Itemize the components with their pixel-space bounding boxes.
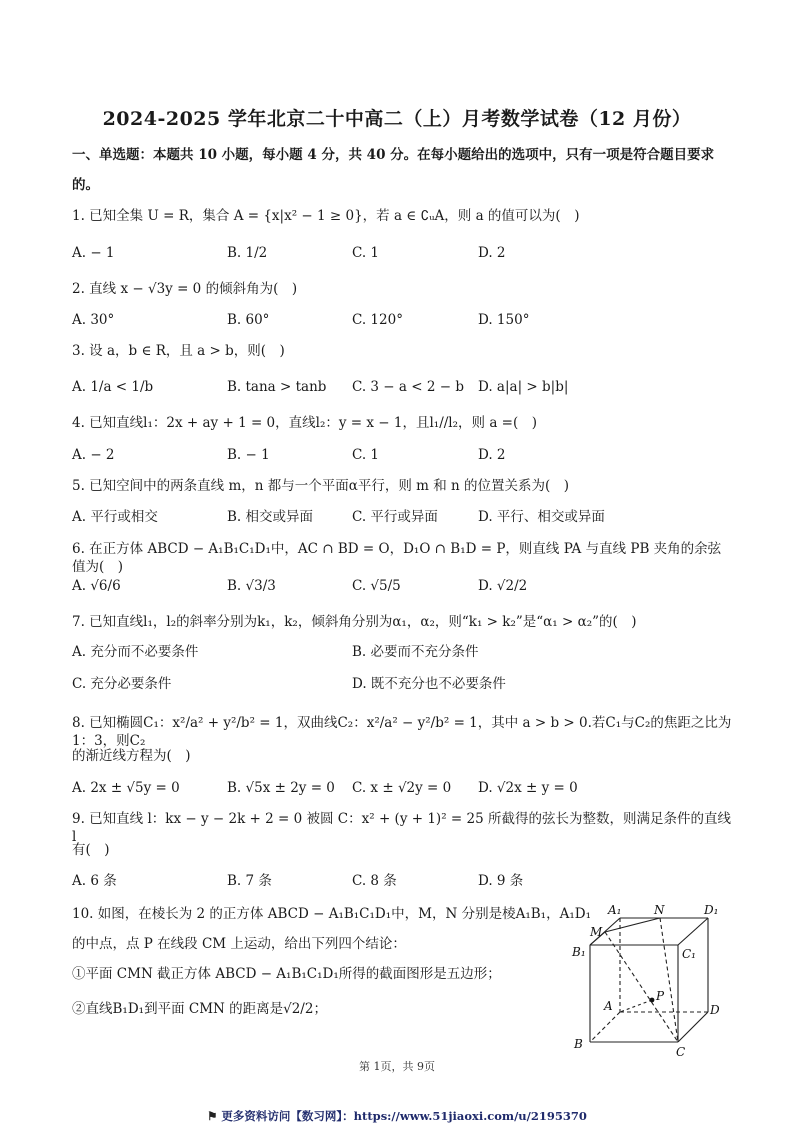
q8-option-b: B. √5x ± 2y = 0 <box>227 780 335 796</box>
question-6-stem: 6. 在正方体 ABCD − A₁B₁C₁D₁中，AC ∩ BD = O，D₁O ∩ B₁D = P，则直线 PA 与直线 PB 夹角的余弦值为( ) <box>72 541 722 575</box>
q9-option-d: D. 9 条 <box>478 873 524 889</box>
section-heading-line1: 一、单选题：本题共 10 小题，每小题 4 分，共 40 分。在每小题给出的选项中，只有一项是符合题目要求 <box>72 147 715 163</box>
q1-option-d: D. 2 <box>478 245 506 261</box>
question-8-stem: 8. 已知椭圆C₁：x²/a² + y²/b² = 1，双曲线C₂：x²/a² − y²/b² = 1，其中 a > b > 0.若C₁与C₂的焦距之比为 1：3，则C₂ <box>72 715 732 749</box>
question-10-stem-cont: 的中点，点 P 在线段 CM 上运动，给出下列四个结论： <box>72 936 406 952</box>
banner-text[interactable]: 更多资料访问【数习网】：https://www.51jiaoxi.com/u/2195370 <box>221 1109 587 1123</box>
q6-option-a: A. √6/6 <box>72 578 121 594</box>
q4-option-d: D. 2 <box>478 447 506 463</box>
q3-option-a: A. 1/a < 1/b <box>72 379 154 395</box>
q5-option-a: A. 平行或相交 <box>72 509 158 525</box>
q2-option-d: D. 150° <box>478 312 530 328</box>
q9-option-c: C. 8 条 <box>352 873 397 889</box>
q7-option-d: D. 既不充分也不必要条件 <box>352 676 506 692</box>
q9-option-b: B. 7 条 <box>227 873 272 889</box>
q8-option-c: C. x ± √2y = 0 <box>352 780 452 796</box>
q8-option-d: D. √2x ± y = 0 <box>478 780 578 796</box>
question-10-conclusion-1: ①平面 CMN 截正方体 ABCD − A₁B₁C₁D₁所得的截面图形是五边形； <box>72 966 501 982</box>
q3-option-b: B. tana > tanb <box>227 379 327 395</box>
cube-figure <box>568 900 728 1060</box>
question-4-stem: 4. 已知直线l₁：2x + ay + 1 = 0，直线l₂：y = x − 1，且l₁//l₂，则 a =( ) <box>72 415 538 431</box>
label-c1: C₁ <box>682 947 696 961</box>
label-d: D <box>710 1003 720 1017</box>
q3-option-d: D. a|a| > b|b| <box>478 379 569 395</box>
q4-option-b: B. − 1 <box>227 447 270 463</box>
question-8-stem-cont: 的渐近线方程为( ) <box>72 748 191 764</box>
question-7-stem: 7. 已知直线l₁，l₂的斜率分别为k₁，k₂，倾斜角分别为α₁，α₂，则“k₁ > k₂”是“α₁ > α₂”的( ) <box>72 614 637 630</box>
label-c: C <box>676 1045 686 1059</box>
label-m: M <box>590 925 603 939</box>
q4-option-a: A. − 2 <box>72 447 115 463</box>
q2-option-a: A. 30° <box>72 312 115 328</box>
label-b: B <box>574 1037 583 1051</box>
label-d1: D₁ <box>704 903 719 917</box>
question-9-stem: 9. 已知直线 l：kx − y − 2k + 2 = 0 被圆 C：x² + (y + 1)² = 25 所截得的弦长为整数，则满足条件的直线 l <box>72 811 731 845</box>
q7-option-a: A. 充分而不必要条件 <box>72 644 199 660</box>
q7-option-b: B. 必要而不充分条件 <box>352 644 479 660</box>
q6-option-b: B. √3/3 <box>227 578 276 594</box>
question-3-stem: 3. 设 a，b ∈ R，且 a > b，则( ) <box>72 343 285 359</box>
q9-option-a: A. 6 条 <box>72 873 117 889</box>
q6-option-d: D. √2/2 <box>478 578 528 594</box>
flag-icon: ⚑ <box>207 1109 218 1123</box>
label-a1: A₁ <box>608 903 622 917</box>
label-a: A <box>604 999 613 1013</box>
page-title: 2024-2025 学年北京二十中高二（上）月考数学试卷（12 月份） <box>102 108 692 130</box>
q5-option-c: C. 平行或异面 <box>352 509 438 525</box>
label-p: P <box>656 989 665 1003</box>
q2-option-b: B. 60° <box>227 312 270 328</box>
q7-option-c: C. 充分必要条件 <box>72 676 172 692</box>
question-1-stem: 1. 已知全集 U = R，集合 A = {x|x² − 1 ≥ 0}，若 a ∈ ∁ᵤA，则 a 的值可以为( ) <box>72 208 580 224</box>
point-p <box>650 998 655 1003</box>
label-b1: B₁ <box>572 945 586 959</box>
question-9-stem-cont: 有( ) <box>72 842 110 858</box>
q6-option-c: C. √5/5 <box>352 578 401 594</box>
q4-option-c: C. 1 <box>352 447 380 463</box>
question-10-stem: 10. 如图，在棱长为 2 的正方体 ABCD − A₁B₁C₁D₁中，M，N 分别是棱A₁B₁，A₁D₁ <box>72 906 591 922</box>
q8-option-a: A. 2x ± √5y = 0 <box>72 780 180 796</box>
q5-option-d: D. 平行、相交或异面 <box>478 509 605 525</box>
label-n: N <box>654 903 665 917</box>
resource-banner[interactable] <box>0 1108 794 1124</box>
section-heading-line2: 的。 <box>72 177 99 193</box>
q2-option-c: C. 120° <box>352 312 403 328</box>
question-10-conclusion-2: ②直线B₁D₁到平面 CMN 的距离是√2/2； <box>72 1001 327 1017</box>
q1-option-c: C. 1 <box>352 245 380 261</box>
page-footer: 第 1页，共 9页 <box>359 1060 435 1073</box>
question-5-stem: 5. 已知空间中的两条直线 m，n 都与一个平面α平行，则 m 和 n 的位置关系为( ) <box>72 478 570 494</box>
q1-option-a: A. − 1 <box>72 245 115 261</box>
q5-option-b: B. 相交或异面 <box>227 509 314 525</box>
q1-option-b: B. 1/2 <box>227 245 268 261</box>
q3-option-c: C. 3 − a < 2 − b <box>352 379 464 395</box>
question-2-stem: 2. 直线 x − √3y = 0 的倾斜角为( ) <box>72 281 298 297</box>
